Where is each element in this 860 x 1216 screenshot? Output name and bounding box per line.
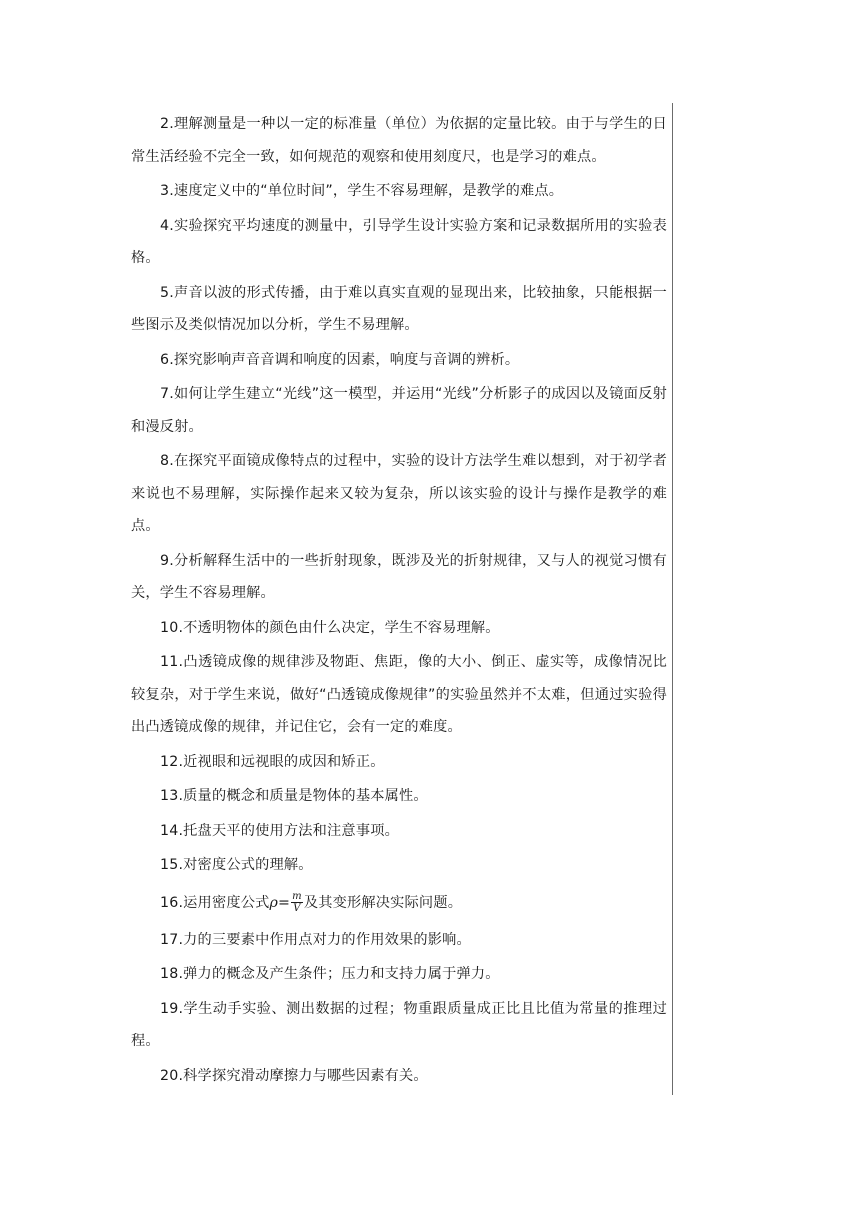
list-item: 4.实验探究平均速度的测量中，引导学生设计实验方案和记录数据所用的实验表格。	[131, 217, 667, 266]
list-item: 17.力的三要素中作用点对力的作用效果的影响。	[160, 931, 471, 948]
list-item: 15.对密度公式的理解。	[160, 857, 313, 873]
list-item: 8.在探究平面镜成像特点的过程中，实验的设计方法学生难以想到，对于初学者来说也不易理解，实际操作起来又较为复杂，所以该实验的设计与操作是教学的难点。	[131, 453, 667, 534]
rho-symbol: ρ	[269, 894, 279, 911]
equals-sign: =	[278, 894, 291, 911]
list-item: 6.探究影响声音音调和响度的因素，响度与音调的辨析。	[160, 351, 520, 368]
mass-volume-fraction	[291, 891, 303, 914]
fraction-numerator: m	[292, 891, 302, 902]
list-item: 19.学生动手实验、测出数据的过程；物重跟质量成正比且比值为常量的推理过程。	[131, 1000, 667, 1049]
list-item: 3.速度定义中的“单位时间”，学生不容易理解，是教学的难点。	[160, 183, 564, 199]
list-item-density-formula	[131, 884, 667, 922]
list-item: 2.理解测量是一种以一定的标准量（单位）为依据的定量比较。由于与学生的日常生活经验不完全一致，如何规范的观察和使用刻度尺，也是学习的难点。	[131, 116, 667, 165]
formula-prefix: 16.运用密度公式	[160, 894, 270, 911]
list-item: 18.弹力的概念及产生条件；压力和支持力属于弹力。	[160, 966, 500, 982]
difficulty-list	[131, 108, 667, 1092]
list-item: 13.质量的概念和质量是物体的基本属性。	[160, 788, 428, 804]
list-item: 20.科学探究滑动摩擦力与哪些因素有关。	[160, 1067, 428, 1084]
list-item: 7.如何让学生建立“光线”这一模型，并运用“光线”分析影子的成因以及镜面反射和漫反射。	[131, 386, 667, 435]
list-item: 12.近视眼和远视眼的成因和矫正。	[160, 753, 385, 770]
fraction-denominator: V	[293, 903, 301, 914]
list-item: 5.声音以波的形式传播，由于难以真实直观的显现出来，比较抽象，只能根据一些图示及类似情况加以分析，学生不易理解。	[131, 284, 667, 333]
list-item: 9.分析解释生活中的一些折射现象，既涉及光的折射规律，又与人的视觉习惯有关，学生不容易理解。	[131, 552, 667, 601]
list-item: 10.不透明物体的颜色由什么决定，学生不容易理解。	[160, 619, 500, 636]
table-border-line	[672, 103, 673, 1095]
formula-suffix: 及其变形解决实际问题。	[303, 894, 463, 911]
list-item: 14.托盘天平的使用方法和注意事项。	[160, 822, 399, 839]
list-item: 11.凸透镜成像的规律涉及物距、焦距，像的大小、倒正、虚实等，成像情况比较复杂，对于学生来说，做好“凸透镜成像规律”的实验虽然并不太难，但通过实验得出凸透镜成像的规律，并记住它，会有一定的难度。	[131, 654, 667, 735]
